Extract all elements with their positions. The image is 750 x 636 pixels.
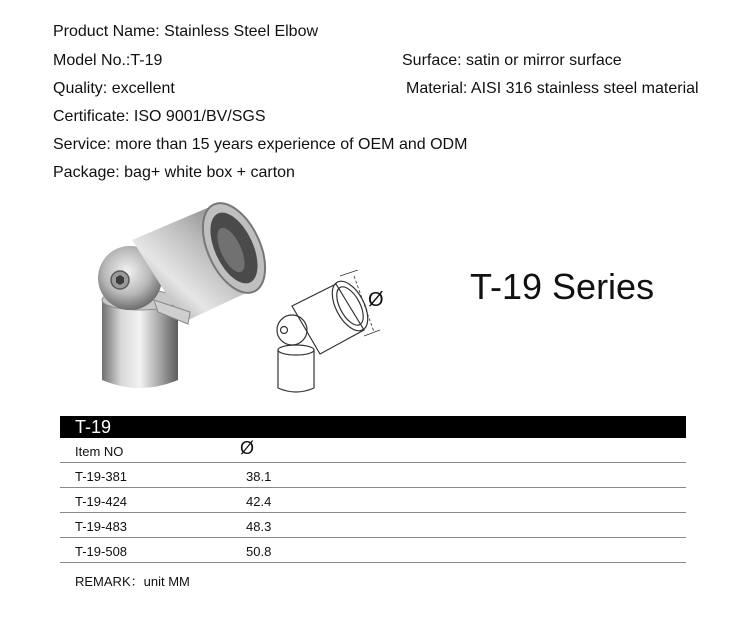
table-title-bar: T-19	[60, 416, 686, 438]
table-row	[60, 463, 686, 488]
quality-spec: Quality: excellent	[53, 80, 175, 97]
diameter-symbol: Ø	[368, 289, 384, 311]
table-row	[60, 488, 686, 513]
item-no-cell: T-19-508	[75, 544, 128, 559]
item-no-cell: T-19-483	[75, 519, 128, 534]
elbow-product-photo	[92, 200, 268, 396]
remark-note: REMARK：unit MM	[75, 574, 190, 589]
table-header-row	[60, 438, 686, 463]
package-spec: Package: bag+ white box + carton	[53, 164, 295, 181]
item-no-cell: T-19-381	[75, 469, 128, 484]
column-header-item-no: Item NO	[75, 444, 124, 459]
material-spec: Material: AISI 316 stainless steel material	[406, 80, 699, 97]
diameter-cell: 48.3	[246, 519, 272, 534]
elbow-technical-drawing	[270, 270, 398, 400]
diameter-cell: 38.1	[246, 469, 272, 484]
surface-spec: Surface: satin or mirror surface	[402, 52, 622, 69]
certificate-spec: Certificate: ISO 9001/BV/SGS	[53, 108, 266, 125]
item-no-cell: T-19-424	[75, 494, 128, 509]
column-header-diameter: Ø	[240, 438, 255, 458]
table-row	[60, 513, 686, 538]
diameter-cell: 50.8	[246, 544, 272, 559]
diameter-cell: 42.4	[246, 494, 272, 509]
table-row	[60, 538, 686, 563]
model-number: Model No.:T-19	[53, 52, 163, 69]
service-spec: Service: more than 15 years experience of OEM and ODM	[53, 136, 468, 153]
product-name: Product Name: Stainless Steel Elbow	[53, 23, 319, 40]
series-title: T-19 Series	[470, 266, 655, 307]
